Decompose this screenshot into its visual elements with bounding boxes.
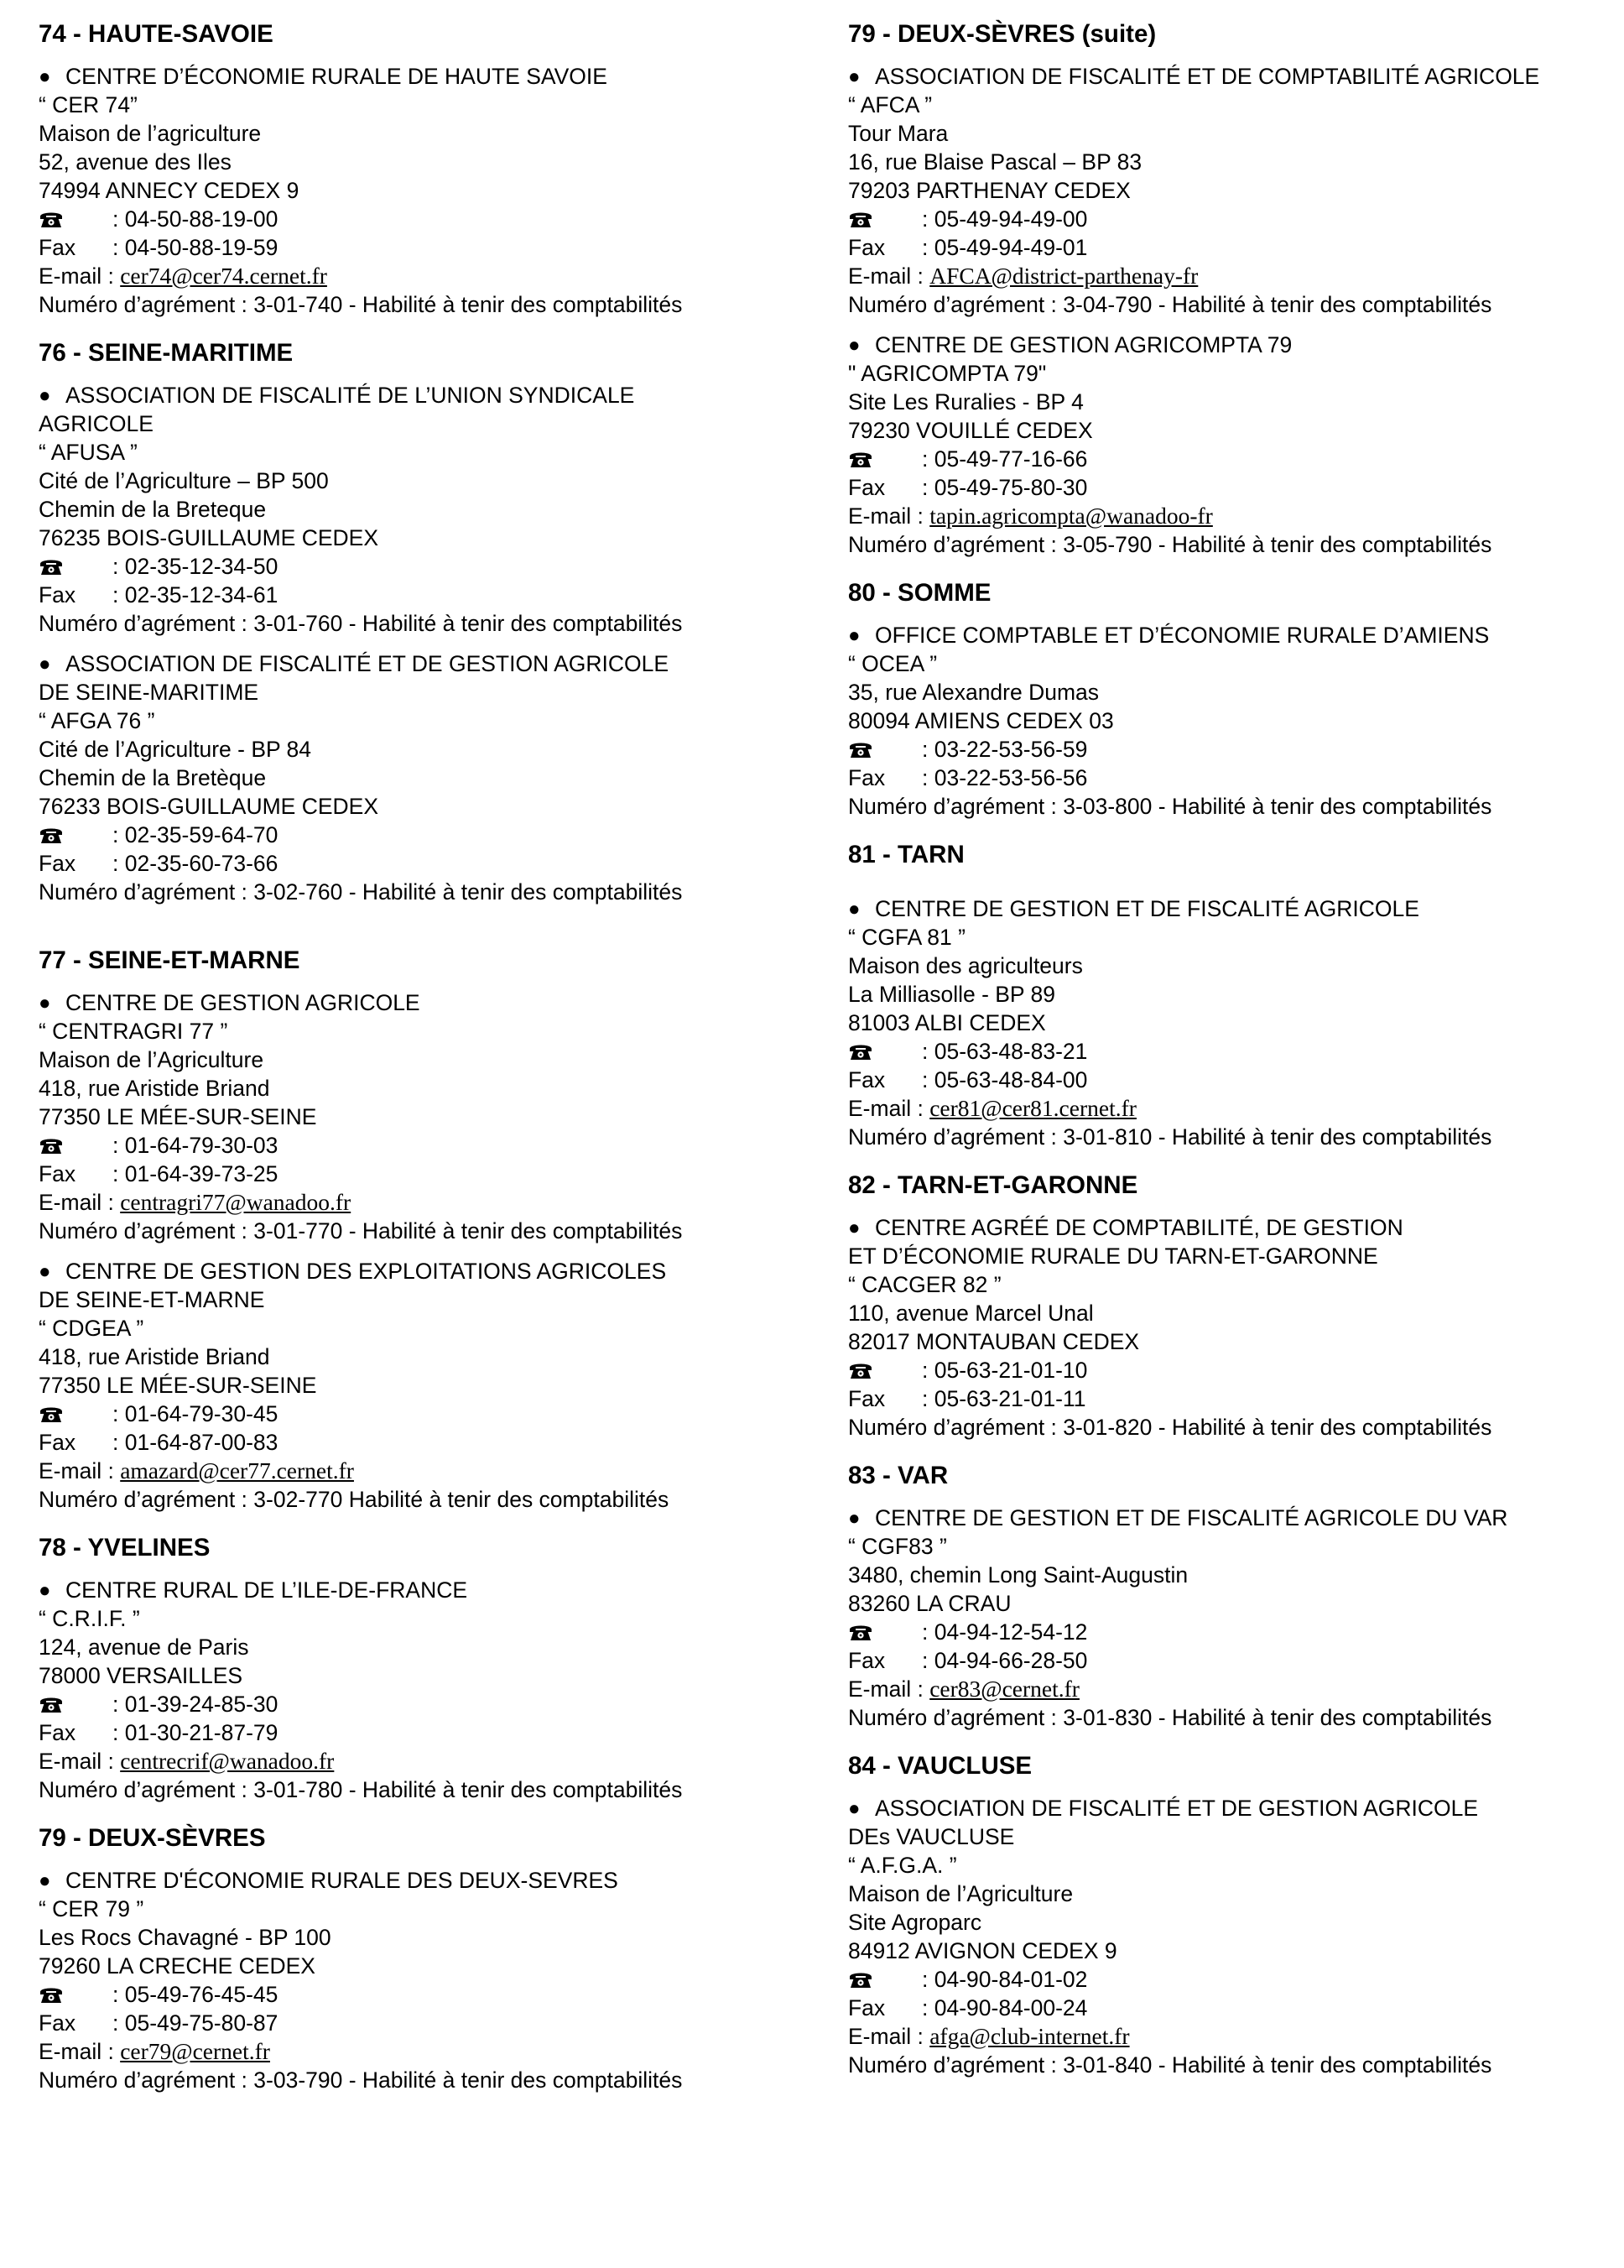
email-link[interactable]: amazard@cer77.cernet.fr [120,1457,354,1483]
section-gap [39,319,794,337]
email-link[interactable]: tapin.agricompta@wanadoo-fr [929,503,1213,529]
organization-name: ● ASSOCIATION DE FISCALITÉ DE L’UNION SYNDICALE [39,381,794,409]
address-line: Site Agroparc [848,1910,982,1935]
fax-label: Fax [848,1067,886,1092]
fax-number: : 04-94-66-28-50 [922,1648,1088,1673]
organization-name: ● CENTRE DE GESTION AGRICOMPTA 79 [848,331,1611,359]
email-link[interactable]: cer79@cernet.fr [120,2038,270,2064]
fax-line [39,233,794,262]
section-gap [39,1804,794,1822]
email-label: E-mail : [39,1458,114,1483]
organization-name: ET D’ÉCONOMIE RURALE DU TARN-ET-GARONNE [848,1243,1378,1269]
organization-name: DE SEINE-ET-MARNE [39,1287,265,1312]
address-line: 110, avenue Marcel Unal [848,1301,1094,1326]
telephone-icon [39,825,112,845]
organization-acronym: “ C.R.I.F. ” [39,1606,140,1631]
phone-number: : 05-49-94-49-00 [922,206,1088,232]
organization-entry [848,621,1611,821]
phone-number: : 02-35-12-34-50 [112,554,278,579]
agrement-number: Numéro d’agrément : 3-01-760 - Habilité à tenir des comptabilités [39,611,683,636]
department-title: 82 - TARN-ET-GARONNE [848,1171,1138,1199]
organization-name: AGRICOLE [39,411,154,436]
email-line [848,262,1611,290]
organization-name: ● ASSOCIATION DE FISCALITÉ ET DE GESTION AGRICOLE [39,649,794,678]
address-line: Site Les Ruralies - BP 4 [848,389,1084,414]
address-line: 77350 LE MÉE-SUR-SEINE [39,1373,317,1398]
organization-entry [848,1504,1611,1732]
phone-number: : 02-35-59-64-70 [112,822,278,847]
email-line [848,2022,1611,2051]
address-line: Maison de l’Agriculture [848,1881,1074,1906]
phone-line [39,1690,794,1718]
fax-label: Fax [39,2010,76,2036]
bullet-icon: ● [39,1579,51,1602]
address-line: 78000 VERSAILLES [39,1663,243,1688]
organization-name: ● CENTRE DE GESTION AGRICOLE [39,988,794,1017]
fax-line [39,1160,794,1188]
email-link[interactable]: afga@club-internet.fr [929,2023,1130,2049]
bullet-icon: ● [39,65,51,88]
department-section [39,1532,794,1804]
fax-number: : 05-49-75-80-87 [112,2010,278,2036]
phone-number: : 04-94-12-54-12 [922,1619,1088,1645]
address-line: Cité de l’Agriculture - BP 84 [39,737,312,762]
address-line: 74994 ANNECY CEDEX 9 [39,178,299,203]
organization-acronym: “ CER 74” [39,92,138,117]
email-label: E-mail : [848,1096,924,1121]
phone-number: : 03-22-53-56-59 [922,737,1088,762]
organization-name: ● ASSOCIATION DE FISCALITÉ ET DE GESTION AGRICOLE [848,1794,1611,1822]
email-label: E-mail : [39,263,114,289]
left-column [39,18,794,2094]
phone-line [39,205,794,233]
email-label: E-mail : [848,263,924,289]
agrement-number: Numéro d’agrément : 3-03-800 - Habilité à tenir des comptabilités [848,794,1492,819]
email-link[interactable]: centrecrif@wanadoo.fr [120,1748,335,1774]
fax-label: Fax [848,765,886,790]
fax-label: Fax [39,582,76,607]
department-title: 81 - TARN [848,841,965,868]
address-line: 418, rue Aristide Briand [39,1344,270,1369]
fax-line [848,764,1611,792]
phone-line [848,735,1611,764]
organization-acronym: “ CER 79 ” [39,1896,144,1921]
phone-number: : 05-49-77-16-66 [922,446,1088,472]
agrement-number: Numéro d’agrément : 3-02-760 - Habilité à tenir des comptabilités [39,879,683,905]
bullet-icon: ● [848,1507,861,1530]
agrement-number: Numéro d’agrément : 3-01-830 - Habilité à tenir des comptabilités [848,1705,1492,1730]
right-column [848,18,1611,2079]
department-title: 83 - VAR [848,1462,949,1489]
department-section [39,1822,794,2094]
phone-line [848,205,1611,233]
organization-acronym: “ CACGER 82 ” [848,1272,1002,1297]
organization-entry [39,1257,794,1514]
section-gap [848,821,1611,839]
organization-entry [848,62,1611,319]
fax-number: : 01-64-87-00-83 [112,1430,278,1455]
organization-name: ● CENTRE D’ÉCONOMIE RURALE DE HAUTE SAVOIE [39,62,794,91]
fax-number: : 01-64-39-73-25 [112,1161,278,1186]
fax-number: : 02-35-12-34-61 [112,582,278,607]
fax-line [39,1428,794,1457]
address-line: La Milliasolle - BP 89 [848,982,1055,1007]
department-title: 77 - SEINE-ET-MARNE [39,946,300,974]
fax-line [39,2009,794,2037]
email-label: E-mail : [848,503,924,529]
address-line: 35, rue Alexandre Dumas [848,680,1100,705]
department-title: 76 - SEINE-MARITIME [39,339,294,367]
telephone-icon [848,1969,922,1989]
fax-line [848,473,1611,502]
fax-number: : 04-50-88-19-59 [112,235,278,260]
email-link[interactable]: cer81@cer81.cernet.fr [929,1095,1137,1121]
address-line: Cité de l’Agriculture – BP 500 [39,468,329,493]
phone-number: : 05-49-76-45-45 [112,1982,278,2007]
phone-number: : 01-39-24-85-30 [112,1692,278,1717]
email-link[interactable]: cer83@cernet.fr [929,1676,1080,1702]
phone-number: : 05-63-21-01-10 [922,1358,1088,1383]
telephone-icon [848,1041,922,1061]
organization-entry [39,1576,794,1804]
organization-acronym: “ CENTRAGRI 77 ” [39,1019,228,1044]
address-line: 3480, chemin Long Saint-Augustin [848,1562,1189,1588]
agrement-number: Numéro d’agrément : 3-01-780 - Habilité à tenir des comptabilités [39,1777,683,1802]
fax-label: Fax [848,235,886,260]
fax-line [848,1646,1611,1675]
email-label: E-mail : [39,1749,114,1774]
email-link[interactable]: AFCA@district-parthenay-fr [929,263,1199,289]
fax-line [39,849,794,878]
bullet-icon: ● [848,624,861,647]
organization-entry [848,1213,1611,1442]
department-section [848,1170,1611,1442]
organization-acronym: “ AFGA 76 ” [39,708,155,733]
organization-acronym: “ AFCA ” [848,92,933,117]
organization-name: DEs VAUCLUSE [848,1824,1015,1849]
address-line: Maison des agriculteurs [848,953,1083,978]
agrement-number: Numéro d’agrément : 3-01-810 - Habilité à tenir des comptabilités [848,1124,1492,1150]
email-line [39,2037,794,2066]
email-label: E-mail : [39,1190,114,1215]
email-line [848,1675,1611,1703]
address-line: Chemin de la Breteque [39,497,267,522]
agrement-number: Numéro d’agrément : 3-01-740 - Habilité à tenir des comptabilités [39,292,683,317]
organization-entry [848,331,1611,559]
department-section [848,1750,1611,2079]
department-title: 74 - HAUTE-SAVOIE [39,20,273,48]
telephone-icon [39,209,112,229]
email-label: E-mail : [848,1676,924,1702]
organization-name: ● ASSOCIATION DE FISCALITÉ ET DE COMPTABILITÉ AGRICOLE [848,62,1611,91]
department-section [39,945,794,1514]
fax-number: : 05-49-75-80-30 [922,475,1088,500]
department-title: 78 - YVELINES [39,1534,211,1562]
agrement-number: Numéro d’agrément : 3-04-790 - Habilité à tenir des comptabilités [848,292,1492,317]
department-title: 80 - SOMME [848,579,992,607]
address-line: 79230 VOUILLÉ CEDEX [848,418,1093,443]
address-line: 79260 LA CRECHE CEDEX [39,1953,315,1979]
address-line: Les Rocs Chavagné - BP 100 [39,1925,331,1950]
organization-name: ● CENTRE DE GESTION ET DE FISCALITÉ AGRICOLE DU VAR [848,1504,1611,1532]
phone-number: : 01-64-79-30-03 [112,1133,278,1158]
address-line: 77350 LE MÉE-SUR-SEINE [39,1104,317,1129]
department-title: 84 - VAUCLUSE [848,1752,1033,1780]
organization-acronym: “ CGFA 81 ” [848,925,966,950]
bullet-icon: ● [848,65,861,88]
phone-line [39,1400,794,1428]
agrement-number: Numéro d’agrément : 3-05-790 - Habilité à tenir des comptabilités [848,532,1492,557]
address-line: 124, avenue de Paris [39,1635,249,1660]
department-section [848,839,1611,1151]
organization-name: ● CENTRE DE GESTION ET DE FISCALITÉ AGRICOLE [848,894,1611,923]
department-section [848,1460,1611,1732]
organization-entry [39,649,794,906]
phone-number: : 04-50-88-19-00 [112,206,278,232]
organization-entry [848,894,1611,1151]
section-gap [848,1442,1611,1460]
address-line: Maison de l’agriculture [39,121,262,146]
department-section [39,337,794,906]
department-title: 79 - DEUX-SÈVRES [39,1824,266,1852]
bullet-icon: ● [848,1797,861,1820]
address-line: 76235 BOIS-GUILLAUME CEDEX [39,525,379,550]
address-line: 81003 ALBI CEDEX [848,1010,1046,1035]
organization-entry [39,1866,794,2094]
phone-line [39,1980,794,2009]
address-line: 82017 MONTAUBAN CEDEX [848,1329,1140,1354]
telephone-icon [848,739,922,759]
email-line [39,1747,794,1775]
email-link[interactable]: cer74@cer74.cernet.fr [120,263,327,289]
fax-label: Fax [39,235,76,260]
email-line [39,1457,794,1485]
organization-name: DE SEINE-MARITIME [39,680,259,705]
fax-line [39,1718,794,1747]
agrement-number: Numéro d’agrément : 3-03-790 - Habilité à tenir des comptabilités [39,2067,683,2093]
address-line: 418, rue Aristide Briand [39,1076,270,1101]
fax-line [848,1384,1611,1413]
organization-name: ● CENTRE RURAL DE L’ILE-DE-FRANCE [39,1576,794,1604]
bullet-icon: ● [848,898,861,920]
organization-entry [848,1794,1611,2079]
email-line [848,1094,1611,1123]
telephone-icon [39,1694,112,1714]
section-gap [848,559,1611,577]
organization-entry [39,988,794,1245]
fax-line [848,1994,1611,2022]
email-line [39,262,794,290]
bullet-icon: ● [848,334,861,357]
fax-label: Fax [39,1720,76,1745]
address-line: Maison de l’Agriculture [39,1047,264,1072]
organization-acronym: “ A.F.G.A. ” [848,1853,957,1878]
fax-label: Fax [848,475,886,500]
phone-number: : 04-90-84-01-02 [922,1967,1088,1992]
fax-label: Fax [39,1430,76,1455]
phone-line [848,1356,1611,1384]
fax-number: : 05-63-21-01-11 [922,1386,1086,1411]
organization-acronym: “ CDGEA ” [39,1316,144,1341]
fax-number: : 01-30-21-87-79 [112,1720,278,1745]
telephone-icon [39,1984,112,2005]
phone-line [39,1131,794,1160]
fax-number: : 03-22-53-56-56 [922,765,1088,790]
email-label: E-mail : [39,2039,114,2064]
address-line: 84912 AVIGNON CEDEX 9 [848,1938,1117,1963]
email-label: E-mail : [848,2024,924,2049]
bullet-icon: ● [39,653,51,675]
fax-line [848,1066,1611,1094]
telephone-icon [39,556,112,576]
department-section [848,18,1611,559]
organization-name: ● OFFICE COMPTABLE ET D’ÉCONOMIE RURALE D’AMIENS [848,621,1611,649]
organization-acronym: “ CGF83 ” [848,1534,947,1559]
bullet-icon: ● [39,1869,51,1892]
email-link[interactable]: centragri77@wanadoo.fr [120,1189,351,1215]
bullet-icon: ● [848,1217,861,1239]
organization-name: ● CENTRE D'ÉCONOMIE RURALE DES DEUX-SEVRES [39,1866,794,1895]
address-line: 79203 PARTHENAY CEDEX [848,178,1131,203]
organization-name: ● CENTRE AGRÉÉ DE COMPTABILITÉ, DE GESTION [848,1213,1611,1242]
address-line: 83260 LA CRAU [848,1591,1012,1616]
address-line: 52, avenue des Iles [39,149,232,175]
telephone-icon [848,1622,922,1642]
agrement-number: Numéro d’agrément : 3-01-770 - Habilité à tenir des comptabilités [39,1218,683,1243]
phone-line [848,445,1611,473]
fax-label: Fax [848,1386,886,1411]
address-line: Chemin de la Bretèque [39,765,267,790]
email-line [848,502,1611,530]
email-line [39,1188,794,1217]
telephone-icon [848,209,922,229]
section-gap [848,1151,1611,1170]
department-section [848,577,1611,821]
fax-number: : 02-35-60-73-66 [112,851,278,876]
address-line: 80094 AMIENS CEDEX 03 [848,708,1114,733]
organization-acronym: “ AFUSA ” [39,440,138,465]
bullet-icon: ● [39,992,51,1014]
organization-acronym: " AGRICOMPTA 79" [848,361,1047,386]
phone-line [848,1965,1611,1994]
bullet-icon: ● [39,1260,51,1283]
organization-entry [39,62,794,319]
fax-number: : 05-63-48-84-00 [922,1067,1088,1092]
organization-name: ● CENTRE DE GESTION DES EXPLOITATIONS AGRICOLES [39,1257,794,1285]
department-section [39,18,794,319]
section-gap [39,906,794,945]
fax-line [848,233,1611,262]
fax-label: Fax [848,1995,886,2020]
bullet-icon: ● [39,384,51,407]
organization-acronym: “ OCEA ” [848,651,938,676]
phone-number: : 05-63-48-83-21 [922,1039,1088,1064]
agrement-number: Numéro d’agrément : 3-01-840 - Habilité à tenir des comptabilités [848,2052,1492,2078]
address-line: 16, rue Blaise Pascal – BP 83 [848,149,1143,175]
address-line: 76233 BOIS-GUILLAUME CEDEX [39,794,379,819]
fax-label: Fax [848,1648,886,1673]
telephone-icon [848,1360,922,1380]
phone-line [39,552,794,581]
organization-entry [39,381,794,638]
fax-label: Fax [39,851,76,876]
phone-line [848,1618,1611,1646]
phone-line [848,1037,1611,1066]
fax-number: : 05-49-94-49-01 [922,235,1088,260]
phone-line [39,821,794,849]
phone-number: : 01-64-79-30-45 [112,1401,278,1426]
agrement-number: Numéro d’agrément : 3-02-770 Habilité à tenir des comptabilités [39,1487,669,1512]
department-title: 79 - DEUX-SÈVRES (suite) [848,20,1157,48]
address-line: Tour Mara [848,121,949,146]
telephone-icon [39,1135,112,1155]
section-gap [39,1514,794,1532]
fax-number: : 04-90-84-00-24 [922,1995,1088,2020]
fax-line [39,581,794,609]
telephone-icon [848,449,922,469]
fax-label: Fax [39,1161,76,1186]
section-gap [848,1732,1611,1750]
agrement-number: Numéro d’agrément : 3-01-820 - Habilité à tenir des comptabilités [848,1415,1492,1440]
telephone-icon [39,1404,112,1424]
